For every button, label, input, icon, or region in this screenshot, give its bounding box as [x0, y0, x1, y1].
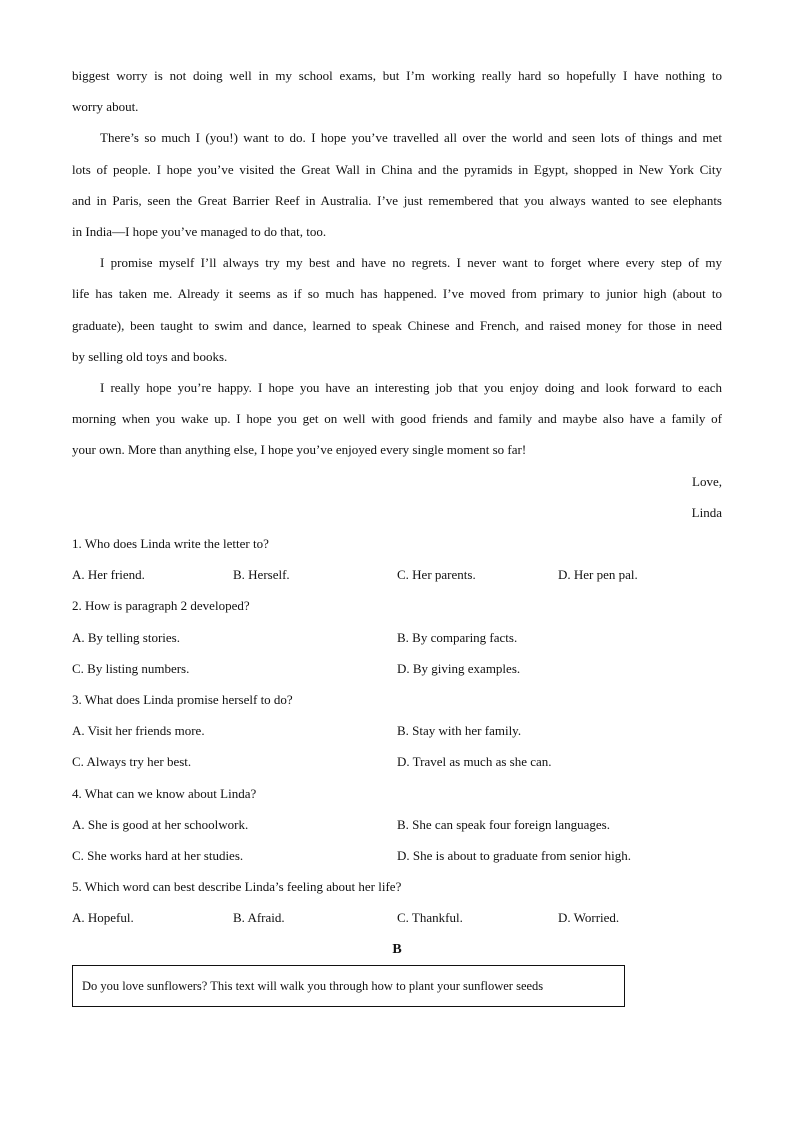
passage-line: morning when you wake up. I hope you get on well with good friends and family and maybe also have a family of — [72, 411, 722, 427]
answer-option[interactable]: D. Worried. — [558, 910, 620, 926]
passage-line: by selling old toys and books. — [72, 348, 228, 364]
letter-signature: Linda — [691, 505, 722, 520]
answer-option[interactable]: D. By giving examples. — [397, 660, 521, 676]
question-stem: 5. Which word can best describe Linda’s feeling about her life? — [72, 879, 402, 895]
answer-option[interactable]: D. She is about to graduate from senior high. — [397, 848, 631, 863]
answer-option[interactable]: B. By comparing facts. — [397, 629, 518, 645]
passage-line: life has taken me. Already it seems as if so much has happened. I’ve moved from primary to junior high (about to — [72, 286, 722, 302]
answer-option[interactable]: A. She is good at her schoolwork. — [72, 816, 249, 832]
question-stem: 4. What can we know about Linda? — [72, 785, 257, 801]
answer-option[interactable]: D. Travel as much as she can. — [397, 754, 552, 770]
answer-option[interactable]: B. Herself. — [233, 567, 290, 583]
passage-line: I really hope you’re happy. I hope you have an interesting job that you enjoy doing and look forward to each — [100, 380, 722, 395]
answer-option[interactable]: C. By listing numbers. — [72, 660, 190, 676]
answer-option[interactable]: C. Her parents. — [397, 567, 476, 583]
question-stem: 1. Who does Linda write the letter to? — [72, 536, 269, 551]
answer-option[interactable]: B. Afraid. — [233, 910, 285, 926]
section-intro-text: Do you love sunflowers? This text will walk you through how to plant your sunflower seeds — [82, 978, 544, 993]
answer-option[interactable]: A. Hopeful. — [72, 910, 134, 926]
answer-option[interactable]: A. Her friend. — [72, 567, 145, 583]
answer-option[interactable]: D. Her pen pal. — [558, 567, 638, 583]
answer-option[interactable]: B. She can speak four foreign languages. — [397, 816, 610, 832]
answer-option[interactable]: A. Visit her friends more. — [72, 723, 205, 739]
question-stem: 3. What does Linda promise herself to do? — [72, 692, 293, 707]
letter-closing: Love, — [692, 474, 722, 489]
passage-line: biggest worry is not doing well in my school exams, but I’m working really hard so hopefully I have nothing to — [72, 68, 722, 83]
passage-line: There’s so much I (you!) want to do. I hope you’ve travelled all over the world and seen lots of things and met — [100, 130, 722, 146]
question-stem: 2. How is paragraph 2 developed? — [72, 598, 250, 614]
passage-line: and in Paris, seen the Great Barrier Reef in Australia. I’ve just remembered that you always wanted to see elephants — [72, 192, 722, 208]
passage-line: in India—I hope you’ve managed to do that, too. — [72, 224, 327, 239]
passage-line: lots of people. I hope you’ve visited the Great Wall in China and the pyramids in Egypt, shopped in New York City — [72, 161, 722, 177]
section-intro-box — [72, 965, 625, 1007]
passage-line: worry about. — [72, 99, 139, 115]
passage-line: I promise myself I’ll always try my best and have no regrets. I never want to forget where every step of my — [100, 255, 722, 271]
passage-line: your own. More than anything else, I hope you’ve enjoyed every single moment so far! — [72, 442, 527, 458]
answer-option[interactable]: C. Thankful. — [397, 910, 463, 926]
section-label: B — [392, 942, 402, 957]
answer-option[interactable]: A. By telling stories. — [72, 629, 180, 645]
passage-line: graduate), been taught to swim and dance, learned to speak Chinese and French, and raised money for those in need — [72, 317, 722, 333]
answer-option[interactable]: C. Always try her best. — [72, 754, 192, 770]
answer-option[interactable]: C. She works hard at her studies. — [72, 848, 244, 863]
answer-option[interactable]: B. Stay with her family. — [397, 723, 522, 739]
